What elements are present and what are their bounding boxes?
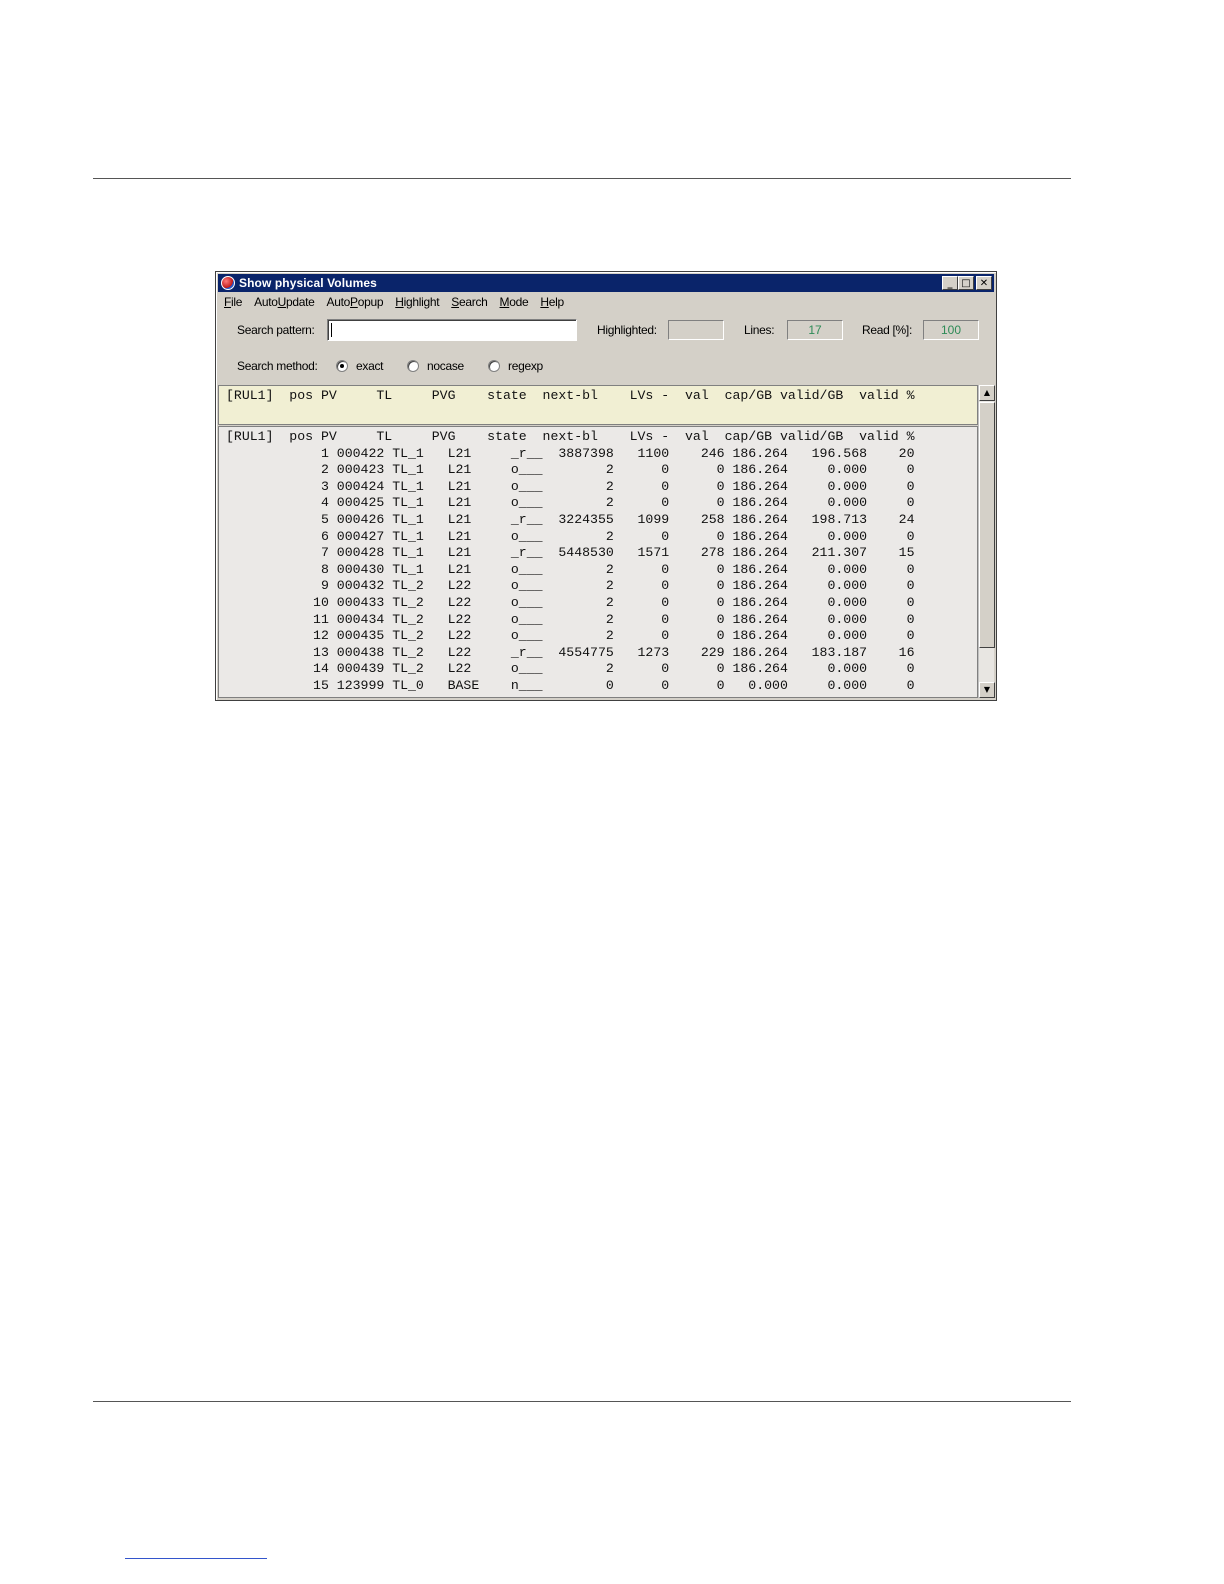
scrollbar-thumb[interactable] xyxy=(979,402,995,648)
table-row[interactable]: 7 000428 TL_1 L21 _r__ 5448530 1571 278 186.264 211.307 15 xyxy=(226,545,915,561)
table-row[interactable]: 2 000423 TL_1 L21 o___ 2 0 0 186.264 0.000 0 xyxy=(226,462,915,478)
show-physical-volumes-window xyxy=(215,271,997,701)
table-row[interactable]: 11 000434 TL_2 L22 o___ 2 0 0 186.264 0.000 0 xyxy=(226,611,915,627)
page-bottom-rule xyxy=(93,1401,1071,1402)
menu-help[interactable]: Help xyxy=(540,295,564,309)
table-row[interactable]: 14 000439 TL_2 L22 o___ 2 0 0 186.264 0.000 0 xyxy=(226,661,915,677)
table-row[interactable]: 4 000425 TL_1 L21 o___ 2 0 0 186.264 0.000 0 xyxy=(226,495,915,511)
table-row[interactable]: 8 000430 TL_1 L21 o___ 2 0 0 186.264 0.000 0 xyxy=(226,561,915,577)
column-header-text: [RUL1] pos PV TL PVG state next-bl LVs - val cap/GB valid/GB valid % xyxy=(226,388,915,403)
list-header-row: [RUL1] pos PV TL PVG state next-bl LVs - val cap/GB valid/GB valid % xyxy=(226,429,915,444)
app-icon xyxy=(221,276,235,290)
page-top-rule xyxy=(93,178,1071,179)
scroll-up-button[interactable]: ▲ xyxy=(979,385,995,401)
radio-regexp-label[interactable]: regexp xyxy=(508,359,543,373)
menu-bar xyxy=(224,295,564,313)
highlighted-label: Highlighted: xyxy=(597,323,657,337)
footer-link-underline xyxy=(125,1558,267,1559)
table-row[interactable]: 13 000438 TL_2 L22 _r__ 4554775 1273 229 186.264 183.187 16 xyxy=(226,644,915,660)
menu-mode[interactable]: Mode xyxy=(499,295,529,309)
table-row[interactable]: 6 000427 TL_1 L21 o___ 2 0 0 186.264 0.000 0 xyxy=(226,528,915,544)
lines-field: 17 xyxy=(787,320,843,340)
read-percent-field: 100 xyxy=(923,320,979,340)
search-method-label: Search method: xyxy=(237,359,318,373)
maximize-button[interactable]: □ xyxy=(958,276,974,290)
radio-exact[interactable] xyxy=(336,360,348,372)
menu-autoupdate[interactable]: AutoUpdate xyxy=(254,295,315,309)
table-row[interactable]: 12 000435 TL_2 L22 o___ 2 0 0 186.264 0.000 0 xyxy=(226,628,915,644)
text-caret xyxy=(331,323,332,337)
table-row[interactable]: 5 000426 TL_1 L21 _r__ 3224355 1099 258 186.264 198.713 24 xyxy=(226,512,915,527)
radio-exact-label[interactable]: exact xyxy=(356,359,384,373)
title-bar[interactable] xyxy=(218,274,994,292)
menu-autopopup[interactable]: AutoPopup xyxy=(326,295,384,309)
table-row[interactable]: 3 000424 TL_1 L21 o___ 2 0 0 186.264 0.000 0 xyxy=(226,478,915,494)
table-row[interactable]: 1 000422 TL_1 L21 _r__ 3887398 1100 246 186.264 196.568 20 xyxy=(226,445,915,461)
menu-file[interactable]: File xyxy=(224,295,243,309)
radio-nocase[interactable] xyxy=(407,360,419,372)
highlighted-field xyxy=(668,320,724,340)
vertical-scrollbar[interactable] xyxy=(978,385,994,698)
scroll-down-button[interactable]: ▼ xyxy=(979,682,995,698)
table-row[interactable]: 10 000433 TL_2 L22 o___ 2 0 0 186.264 0.000 0 xyxy=(226,595,915,610)
radio-regexp[interactable] xyxy=(488,360,500,372)
menu-search[interactable]: Search xyxy=(451,295,488,309)
menu-highlight[interactable]: Highlight xyxy=(395,295,440,309)
read-percent-label: Read [%]: xyxy=(862,323,912,337)
window-title: Show physical Volumes xyxy=(239,276,377,290)
close-button[interactable]: ✕ xyxy=(976,276,992,290)
volume-list-pane[interactable] xyxy=(218,426,978,698)
lines-label: Lines: xyxy=(744,323,775,337)
table-row[interactable]: 9 000432 TL_2 L22 o___ 2 0 0 186.264 0.000 0 xyxy=(226,578,915,594)
search-pattern-label: Search pattern: xyxy=(237,323,315,337)
column-header-pane xyxy=(218,385,978,425)
table-row[interactable]: 15 123999 TL_0 BASE n___ 0 0 0 0.000 0.000 0 xyxy=(226,678,915,693)
radio-nocase-label[interactable]: nocase xyxy=(427,359,464,373)
search-pattern-input[interactable] xyxy=(327,319,577,341)
minimize-button[interactable]: _ xyxy=(942,276,958,290)
